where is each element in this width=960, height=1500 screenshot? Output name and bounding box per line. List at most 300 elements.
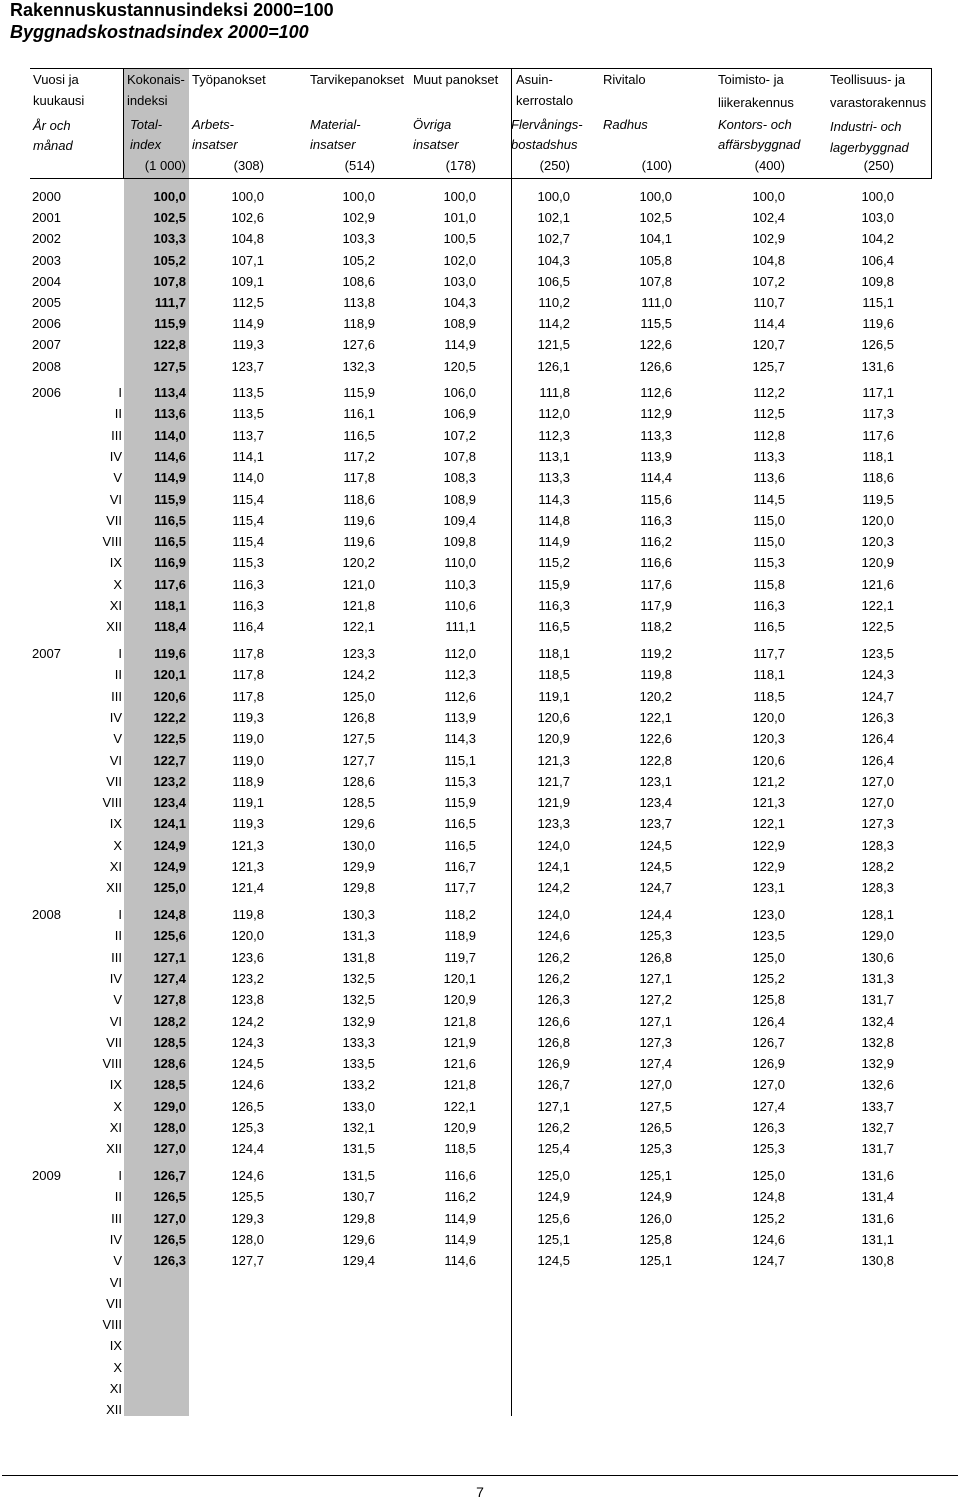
other-value: 110,6 — [444, 598, 476, 613]
apartment-value: 111,8 — [539, 385, 570, 400]
labour-value: 119,0 — [232, 731, 264, 746]
office-value: 116,3 — [753, 598, 785, 613]
industrial-value: 131,6 — [861, 359, 894, 374]
table-row — [0, 616, 960, 637]
labour-value: 123,2 — [231, 971, 264, 986]
industrial-value: 120,3 — [861, 534, 894, 549]
material-value: 127,5 — [342, 731, 375, 746]
total-index-value: 126,5 — [153, 1232, 186, 1247]
office-value: 125,2 — [752, 971, 785, 986]
month-cell: XI — [109, 598, 122, 613]
header-material-sv-2: insatser — [310, 137, 356, 152]
table-row — [0, 1314, 960, 1335]
header-labour-sv-2: insatser — [192, 137, 238, 152]
apartment-value: 115,2 — [538, 555, 570, 570]
industrial-value: 126,4 — [861, 753, 894, 768]
labour-value: 104,8 — [231, 231, 264, 246]
office-value: 115,8 — [753, 577, 785, 592]
terraced-value: 127,4 — [639, 1056, 672, 1071]
labour-value: 119,3 — [232, 337, 264, 352]
terraced-value: 112,9 — [640, 406, 672, 421]
month-cell: III — [111, 1211, 122, 1226]
year-cell: 2007 — [32, 646, 61, 661]
labour-value: 113,7 — [232, 428, 264, 443]
office-value: 114,4 — [753, 316, 785, 331]
month-cell: VI — [109, 492, 122, 507]
total-index-value: 124,9 — [153, 859, 186, 874]
month-cell: VII — [106, 774, 122, 789]
labour-value: 118,9 — [232, 774, 264, 789]
office-value: 114,5 — [753, 492, 785, 507]
material-value: 129,9 — [342, 859, 375, 874]
industrial-value: 128,3 — [861, 880, 894, 895]
table-row — [0, 792, 960, 813]
month-cell: I — [118, 1168, 122, 1183]
total-index-value: 113,4 — [154, 385, 186, 400]
year-cell: 2008 — [32, 907, 61, 922]
table-row — [0, 207, 960, 228]
apartment-value: 124,9 — [537, 1189, 570, 1204]
total-index-value: 126,7 — [153, 1168, 186, 1183]
office-value: 112,5 — [753, 406, 785, 421]
year-cell: 2000 — [32, 189, 61, 204]
table-row — [0, 643, 960, 664]
labour-value: 117,8 — [232, 667, 264, 682]
terraced-value: 127,1 — [639, 971, 672, 986]
terraced-value: 100,0 — [639, 189, 672, 204]
office-value: 123,0 — [752, 907, 785, 922]
labour-value: 117,8 — [232, 646, 264, 661]
other-value: 116,6 — [444, 1168, 476, 1183]
header-total-fi: Kokonais- — [127, 72, 185, 87]
other-value: 114,9 — [444, 1232, 476, 1247]
labour-value: 124,4 — [231, 1141, 264, 1156]
labour-value: 114,9 — [232, 316, 264, 331]
total-index-value: 111,7 — [154, 295, 186, 310]
apartment-value: 121,7 — [537, 774, 570, 789]
month-cell: IX — [109, 1077, 122, 1092]
other-value: 100,5 — [443, 231, 476, 246]
labour-value: 115,4 — [232, 492, 264, 507]
terraced-value: 125,3 — [639, 1141, 672, 1156]
month-cell: V — [113, 731, 122, 746]
labour-value: 129,3 — [231, 1211, 264, 1226]
header-terraced-sv: Radhus — [603, 117, 648, 132]
apartment-value: 127,1 — [537, 1099, 570, 1114]
labour-value: 116,4 — [232, 619, 264, 634]
table-row — [0, 334, 960, 355]
month-cell: VIII — [102, 1056, 122, 1071]
total-index-value: 128,6 — [153, 1056, 186, 1071]
apartment-value: 121,9 — [537, 795, 570, 810]
total-index-value: 116,5 — [154, 534, 186, 549]
terraced-value: 124,4 — [639, 907, 672, 922]
other-value: 109,8 — [443, 534, 476, 549]
other-value: 113,9 — [444, 710, 476, 725]
labour-value: 119,1 — [232, 795, 264, 810]
material-value: 121,0 — [342, 577, 375, 592]
industrial-value: 118,6 — [862, 470, 894, 485]
apartment-value: 100,0 — [537, 189, 570, 204]
total-index-value: 124,8 — [153, 907, 186, 922]
year-cell: 2008 — [32, 359, 61, 374]
table-row — [0, 356, 960, 377]
labour-value: 127,7 — [231, 1253, 264, 1268]
other-value: 114,9 — [444, 1211, 476, 1226]
labour-value: 123,6 — [231, 950, 264, 965]
header-total-sv: Total- — [130, 117, 163, 132]
terraced-value: 102,5 — [639, 210, 672, 225]
industrial-value: 106,4 — [861, 253, 894, 268]
year-cell: 2007 — [32, 337, 61, 352]
industrial-value: 117,6 — [862, 428, 894, 443]
apartment-value: 124,2 — [537, 880, 570, 895]
month-cell: IV — [109, 971, 122, 986]
office-value: 121,2 — [752, 774, 785, 789]
year-cell: 2009 — [32, 1168, 61, 1183]
terraced-value: 123,7 — [639, 816, 672, 831]
total-index-value: 102,5 — [153, 210, 186, 225]
office-value: 123,5 — [752, 928, 785, 943]
month-cell: VI — [109, 1275, 122, 1290]
page-number: 7 — [476, 1484, 484, 1500]
apartment-value: 124,5 — [537, 1253, 570, 1268]
total-index-value: 128,5 — [153, 1035, 186, 1050]
labour-value: 123,8 — [231, 992, 264, 1007]
month-cell: VII — [106, 1296, 122, 1311]
industrial-value: 117,1 — [862, 385, 894, 400]
industrial-value: 109,8 — [861, 274, 894, 289]
table-row — [0, 1229, 960, 1250]
total-index-value: 124,1 — [153, 816, 186, 831]
labour-value: 123,7 — [231, 359, 264, 374]
total-index-value: 118,4 — [154, 619, 186, 634]
apartment-value: 114,9 — [538, 534, 570, 549]
apartment-value: 126,2 — [537, 950, 570, 965]
apartment-value: 110,2 — [538, 295, 570, 310]
terraced-value: 125,3 — [639, 928, 672, 943]
material-value: 117,8 — [343, 470, 375, 485]
table-row — [0, 271, 960, 292]
material-value: 129,8 — [342, 880, 375, 895]
office-value: 122,1 — [752, 816, 785, 831]
table-row — [0, 552, 960, 573]
apartment-value: 112,0 — [538, 406, 570, 421]
material-value: 124,2 — [342, 667, 375, 682]
apartment-value: 113,1 — [538, 449, 570, 464]
industrial-value: 127,3 — [861, 816, 894, 831]
weight-office: (400) — [754, 158, 785, 173]
material-value: 131,3 — [342, 928, 375, 943]
office-value: 100,0 — [752, 189, 785, 204]
terraced-value: 119,2 — [640, 646, 672, 661]
other-value: 119,7 — [444, 950, 476, 965]
table-row — [0, 1272, 960, 1293]
month-cell: VI — [109, 753, 122, 768]
industrial-value: 133,7 — [861, 1099, 894, 1114]
industrial-value: 122,1 — [861, 598, 894, 613]
header-industrial-sv: Industri- och — [830, 119, 902, 134]
total-index-value: 125,6 — [153, 928, 186, 943]
table-row — [0, 292, 960, 313]
header-material-fi: Tarvikepanokset — [310, 72, 404, 87]
apartment-value: 126,8 — [537, 1035, 570, 1050]
header-other-sv: Övriga — [413, 117, 452, 132]
office-value: 115,0 — [753, 534, 785, 549]
total-index-value: 120,6 — [153, 689, 186, 704]
other-value: 114,6 — [444, 1253, 476, 1268]
material-value: 131,5 — [342, 1168, 375, 1183]
apartment-value: 120,9 — [537, 731, 570, 746]
table-row — [0, 1378, 960, 1399]
table-row — [0, 425, 960, 446]
month-cell: XII — [106, 619, 122, 634]
other-value: 115,9 — [444, 795, 476, 810]
total-index-value: 125,0 — [153, 880, 186, 895]
terraced-value: 123,4 — [639, 795, 672, 810]
table-row — [0, 947, 960, 968]
industrial-value: 127,0 — [861, 795, 894, 810]
material-value: 132,1 — [342, 1120, 375, 1135]
table-row — [0, 750, 960, 771]
other-value: 107,2 — [443, 428, 476, 443]
material-value: 132,3 — [342, 359, 375, 374]
terraced-value: 125,1 — [639, 1168, 672, 1183]
other-value: 108,9 — [443, 492, 476, 507]
other-value: 109,4 — [443, 513, 476, 528]
month-cell: V — [113, 992, 122, 1007]
table-row — [0, 877, 960, 898]
month-cell: X — [113, 1360, 122, 1375]
other-value: 116,2 — [444, 1189, 476, 1204]
office-value: 120,6 — [752, 753, 785, 768]
apartment-value: 104,3 — [537, 253, 570, 268]
labour-value: 100,0 — [231, 189, 264, 204]
terraced-value: 114,4 — [640, 470, 672, 485]
industrial-value: 119,6 — [862, 316, 894, 331]
table-row — [0, 989, 960, 1010]
labour-value: 121,3 — [231, 838, 264, 853]
other-value: 114,3 — [444, 731, 476, 746]
office-value: 102,9 — [752, 231, 785, 246]
labour-value: 115,4 — [232, 513, 264, 528]
apartment-value: 125,1 — [537, 1232, 570, 1247]
total-index-value: 116,9 — [154, 555, 186, 570]
page-subtitle: Byggnadskostnadsindex 2000=100 — [10, 22, 309, 42]
weight-labour: (308) — [233, 158, 264, 173]
other-value: 118,9 — [444, 928, 476, 943]
labour-value: 114,0 — [232, 470, 264, 485]
material-value: 133,2 — [342, 1077, 375, 1092]
other-value: 106,9 — [443, 406, 476, 421]
month-cell: III — [111, 689, 122, 704]
table-row — [0, 1250, 960, 1271]
material-value: 108,6 — [342, 274, 375, 289]
header-year-fi: Vuosi ja — [33, 72, 79, 87]
year-cell: 2002 — [32, 231, 61, 246]
table-row — [0, 250, 960, 271]
table-row — [0, 1165, 960, 1186]
industrial-value: 132,9 — [861, 1056, 894, 1071]
apartment-value: 123,3 — [537, 816, 570, 831]
total-index-value: 122,7 — [153, 753, 186, 768]
office-value: 112,2 — [753, 385, 785, 400]
labour-value: 124,3 — [231, 1035, 264, 1050]
table-row — [0, 1357, 960, 1378]
office-value: 122,9 — [752, 859, 785, 874]
office-value: 102,4 — [752, 210, 785, 225]
table-row — [0, 968, 960, 989]
month-cell: IV — [109, 710, 122, 725]
office-value: 125,7 — [752, 359, 785, 374]
total-index-value: 114,0 — [154, 428, 186, 443]
table-row — [0, 1011, 960, 1032]
material-value: 132,9 — [342, 1014, 375, 1029]
apartment-value: 114,3 — [538, 492, 570, 507]
other-value: 108,3 — [443, 470, 476, 485]
header-labour-fi: Työpanokset — [192, 72, 266, 87]
total-index-value: 120,1 — [153, 667, 186, 682]
labour-value: 121,4 — [231, 880, 264, 895]
industrial-value: 131,4 — [861, 1189, 894, 1204]
office-value: 125,0 — [752, 1168, 785, 1183]
apartment-value: 124,6 — [537, 928, 570, 943]
total-index-value: 115,9 — [154, 316, 186, 331]
terraced-value: 124,9 — [639, 1189, 672, 1204]
total-index-value: 127,4 — [153, 971, 186, 986]
other-value: 121,8 — [443, 1077, 476, 1092]
total-index-value: 128,0 — [153, 1120, 186, 1135]
total-index-value: 118,1 — [154, 598, 186, 613]
terraced-value: 124,5 — [639, 859, 672, 874]
industrial-value: 128,1 — [861, 907, 894, 922]
month-cell: II — [114, 1189, 122, 1204]
apartment-value: 125,6 — [537, 1211, 570, 1226]
apartment-value: 126,3 — [537, 992, 570, 1007]
header-total-fi-2: indeksi — [127, 93, 168, 108]
apartment-value: 126,7 — [537, 1077, 570, 1092]
terraced-value: 122,6 — [639, 731, 672, 746]
labour-value: 116,3 — [232, 598, 264, 613]
office-value: 126,4 — [752, 1014, 785, 1029]
total-index-value: 100,0 — [153, 189, 186, 204]
table-row — [0, 1138, 960, 1159]
industrial-value: 132,4 — [861, 1014, 894, 1029]
material-value: 133,5 — [342, 1056, 375, 1071]
month-cell: IV — [109, 1232, 122, 1247]
header-year-sv: År och — [33, 118, 71, 133]
total-index-value: 126,5 — [153, 1189, 186, 1204]
table-row — [0, 1335, 960, 1356]
total-index-value: 127,5 — [153, 359, 186, 374]
apartment-value: 121,5 — [537, 337, 570, 352]
header-bottom-rule — [30, 178, 932, 179]
material-value: 129,6 — [342, 816, 375, 831]
material-value: 131,5 — [342, 1141, 375, 1156]
material-value: 127,7 — [342, 753, 375, 768]
industrial-value: 131,1 — [861, 1232, 894, 1247]
apartment-value: 102,7 — [537, 231, 570, 246]
apartment-value: 114,2 — [538, 316, 570, 331]
office-value: 125,0 — [752, 950, 785, 965]
month-cell: V — [113, 470, 122, 485]
year-cell: 2006 — [32, 316, 61, 331]
office-value: 125,8 — [752, 992, 785, 1007]
table-top-rule — [30, 68, 932, 69]
office-value: 123,1 — [752, 880, 785, 895]
total-index-value: 127,8 — [153, 992, 186, 1007]
table-row — [0, 446, 960, 467]
office-value: 126,9 — [752, 1056, 785, 1071]
header-material-sv: Material- — [310, 117, 361, 132]
industrial-value: 126,4 — [861, 731, 894, 746]
apartment-value: 126,2 — [537, 971, 570, 986]
table-row — [0, 856, 960, 877]
other-value: 104,3 — [443, 295, 476, 310]
office-value: 118,1 — [753, 667, 785, 682]
industrial-value: 128,3 — [861, 838, 894, 853]
month-cell: III — [111, 428, 122, 443]
material-value: 130,7 — [342, 1189, 375, 1204]
industrial-value: 128,2 — [861, 859, 894, 874]
material-value: 122,1 — [342, 619, 375, 634]
terraced-value: 124,5 — [639, 838, 672, 853]
table-row — [0, 403, 960, 424]
other-value: 115,1 — [444, 753, 476, 768]
labour-value: 115,4 — [232, 534, 264, 549]
office-value: 120,7 — [752, 337, 785, 352]
table-row — [0, 1117, 960, 1138]
weight-terraced: (100) — [641, 158, 672, 173]
other-value: 118,5 — [444, 1141, 476, 1156]
terraced-value: 117,6 — [640, 577, 672, 592]
industrial-value: 131,3 — [861, 971, 894, 986]
terraced-value: 119,8 — [640, 667, 672, 682]
material-value: 123,3 — [342, 646, 375, 661]
industrial-value: 104,2 — [861, 231, 894, 246]
industrial-value: 129,0 — [861, 928, 894, 943]
labour-value: 102,6 — [231, 210, 264, 225]
terraced-value: 115,5 — [640, 316, 672, 331]
apartment-value: 112,3 — [538, 428, 570, 443]
material-value: 132,5 — [342, 971, 375, 986]
office-value: 127,0 — [752, 1077, 785, 1092]
month-cell: VIII — [102, 534, 122, 549]
weight-total: (1 000) — [144, 158, 186, 173]
labour-value: 112,5 — [232, 295, 264, 310]
month-cell: VIII — [102, 795, 122, 810]
month-cell: IX — [109, 816, 122, 831]
other-value: 100,0 — [443, 189, 476, 204]
industrial-value: 123,5 — [861, 646, 894, 661]
material-value: 128,6 — [342, 774, 375, 789]
terraced-value: 115,6 — [640, 492, 672, 507]
material-value: 129,6 — [342, 1232, 375, 1247]
other-value: 120,9 — [443, 992, 476, 1007]
other-value: 117,7 — [444, 880, 476, 895]
month-cell: I — [118, 907, 122, 922]
table-row — [0, 1208, 960, 1229]
industrial-value: 127,0 — [861, 774, 894, 789]
office-value: 117,7 — [753, 646, 785, 661]
labour-value: 124,6 — [231, 1168, 264, 1183]
apartment-value: 118,1 — [538, 646, 570, 661]
table-row — [0, 574, 960, 595]
other-value: 110,0 — [444, 555, 476, 570]
month-cell: XII — [106, 880, 122, 895]
apartment-value: 126,2 — [537, 1120, 570, 1135]
terraced-value: 104,1 — [639, 231, 672, 246]
